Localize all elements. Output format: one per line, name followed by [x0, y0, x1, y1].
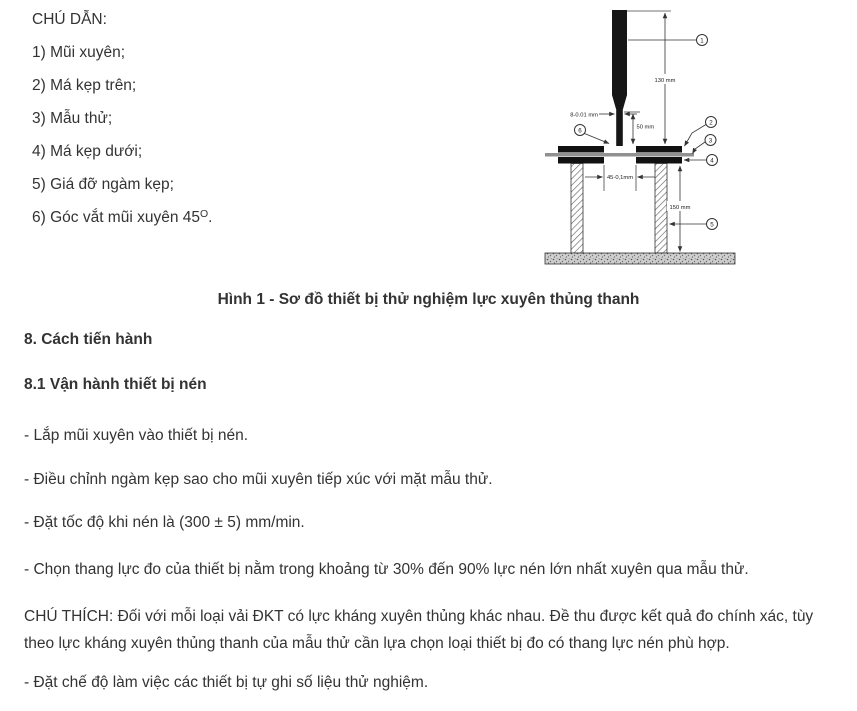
stand-wall-left — [571, 164, 583, 254]
leader-tip-angle — [585, 134, 610, 144]
paragraph-install-probe: - Lắp mũi xuyên vào thiết bị nén. — [24, 427, 249, 444]
paragraph-set-speed: - Đặt tốc độ khi nén là (300 ± 5) mm/min. — [24, 514, 305, 531]
callout-number-probe: 1 — [700, 37, 704, 45]
section-heading: 8. Cách tiến hành — [24, 331, 153, 348]
probe-taper — [612, 95, 627, 109]
legend-item-2: 2) Má kẹp trên; — [32, 77, 137, 94]
legend-item-6 — [32, 201, 212, 236]
lower-clamp-right — [636, 157, 682, 164]
callout-number-lower-clamp: 4 — [710, 157, 714, 165]
degree-superscript: O — [200, 208, 209, 220]
base-plate — [545, 253, 735, 264]
probe-tip — [616, 109, 623, 146]
legend-item-4: 4) Má kẹp dưới; — [32, 143, 143, 160]
callout-number-tip-angle: 6 — [578, 127, 582, 135]
leader-specimen — [693, 142, 706, 154]
dimension-stand-height: 150 mm — [669, 204, 691, 211]
figure-legend — [32, 3, 212, 236]
dimension-tip-length: 50 mm — [636, 124, 655, 131]
probe-rod — [612, 10, 627, 95]
legend-item-3: 3) Mẫu thử; — [32, 110, 113, 127]
specimen — [545, 153, 694, 157]
dimension-hole-width: 45-0,1mm — [606, 175, 634, 181]
callout-number-specimen: 3 — [708, 137, 713, 145]
legend-item-6-text: 6) Góc vắt mũi xuyên 45 — [32, 209, 200, 226]
callout-number-stand: 5 — [710, 221, 714, 229]
callout-number-upper-clamp: 2 — [709, 119, 713, 127]
legend-item-6-suffix: . — [208, 209, 213, 226]
legend-title: CHÚ DẪN: — [32, 11, 107, 28]
paragraph-adjust-clamp: - Điều chỉnh ngàm kẹp sao cho mũi xuyên tiếp xúc với mặt mẫu thử. — [24, 471, 493, 488]
lower-clamp-left — [558, 157, 604, 164]
note-paragraph: CHÚ THÍCH: Đối với mỗi loại vải ĐKT có lực kháng xuyên thủng khác nhau. Đề thu được kết quả đo chính xác, tùy theo lực kháng xuyên thủng thanh của mẫu thử cần lựa chọn loại thiết bị đo có thang lực nén phù hợp. — [24, 608, 814, 652]
dimension-tip-diameter: 8-0.01 mm — [570, 112, 598, 119]
legend-item-5: 5) Giá đỡ ngàm kẹp; — [32, 176, 174, 193]
dimension-probe-length: 130 mm — [654, 77, 676, 84]
puncture-device-diagram — [540, 0, 745, 268]
paragraph-select-force-range: - Chọn thang lực đo của thiết bị nằm trong khoảng từ 30% đến 90% lực nén lớn nhất xuyên qua mẫu thử. — [24, 561, 749, 578]
figure-caption: Hình 1 - Sơ đồ thiết bị thử nghiệm lực xuyên thủng thanh — [217, 291, 640, 308]
paragraph-set-recording-mode: - Đặt chế độ làm việc các thiết bị tự ghi số liệu thử nghiệm. — [24, 674, 429, 691]
legend-item-1: 1) Mũi xuyên; — [32, 44, 126, 61]
leader-upper-clamp — [685, 125, 707, 147]
subsection-heading: 8.1 Vận hành thiết bị nén — [24, 376, 207, 393]
stand-wall-right — [655, 164, 667, 254]
upper-clamp-right — [636, 146, 682, 153]
upper-clamp-left — [558, 146, 604, 153]
